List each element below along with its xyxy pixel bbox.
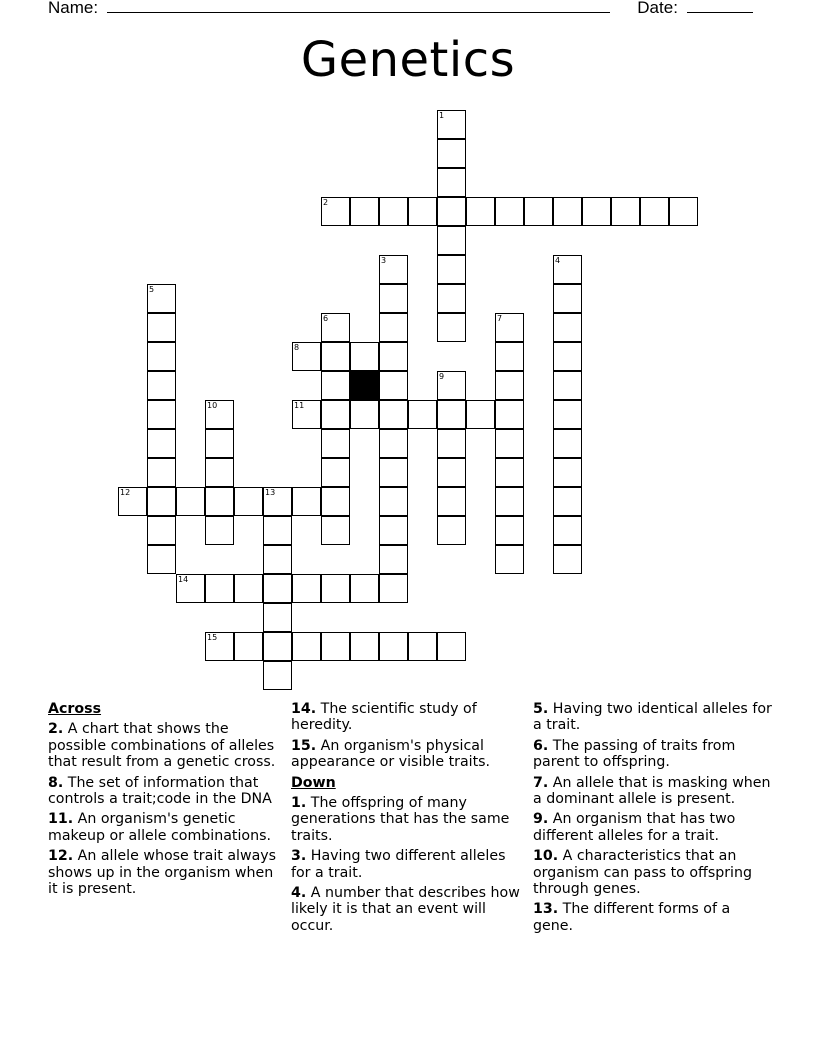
date-label: Date: bbox=[637, 0, 678, 17]
crossword-cell[interactable] bbox=[437, 632, 466, 661]
crossword-cell[interactable] bbox=[118, 487, 147, 516]
crossword-cell[interactable] bbox=[263, 661, 292, 690]
clue-number-label: 3. bbox=[291, 848, 307, 865]
crossword-cell[interactable] bbox=[408, 197, 437, 226]
crossword-cell[interactable] bbox=[350, 632, 379, 661]
crossword-cell[interactable] bbox=[379, 516, 408, 545]
crossword-cell[interactable] bbox=[553, 400, 582, 429]
crossword-cell[interactable] bbox=[553, 429, 582, 458]
crossword-cell[interactable] bbox=[437, 516, 466, 545]
crossword-cell[interactable] bbox=[553, 458, 582, 487]
crossword-cell[interactable] bbox=[408, 400, 437, 429]
crossword-cell[interactable] bbox=[205, 632, 234, 661]
crossword-cell[interactable] bbox=[495, 487, 524, 516]
clue-text: A characteristics that an organism can pass to offspring through genes. bbox=[533, 848, 752, 898]
clue-text: An organism's genetic makeup or allele combinations. bbox=[48, 811, 271, 844]
crossword-cell[interactable] bbox=[379, 574, 408, 603]
crossword-cell[interactable] bbox=[640, 197, 669, 226]
crossword-cell[interactable] bbox=[553, 284, 582, 313]
crossword-cell[interactable] bbox=[147, 545, 176, 574]
clue-item bbox=[533, 775, 773, 808]
crossword-cell[interactable] bbox=[147, 487, 176, 516]
clue-item bbox=[533, 901, 773, 934]
clue-text: A number that describes how likely it is that an event will occur. bbox=[291, 885, 520, 934]
crossword-cell[interactable] bbox=[379, 458, 408, 487]
crossword-cell[interactable] bbox=[147, 458, 176, 487]
crossword-cell[interactable] bbox=[350, 400, 379, 429]
crossword-cell[interactable] bbox=[147, 516, 176, 545]
crossword-cell[interactable] bbox=[437, 139, 466, 168]
clue-number-label: 15. bbox=[291, 737, 317, 754]
clue-text: A chart that shows the possible combinations of alleles that result from a genetic cross. bbox=[48, 721, 276, 771]
across-clue-list-continued bbox=[291, 701, 523, 771]
crossword-cell[interactable] bbox=[495, 371, 524, 400]
crossword-cell[interactable] bbox=[495, 197, 524, 226]
clue-text: The offspring of many generations that has the same traits. bbox=[291, 795, 510, 844]
clue-number: 4 bbox=[555, 256, 561, 265]
clues-column-1 bbox=[48, 701, 280, 901]
crossword-cell[interactable] bbox=[553, 255, 582, 284]
crossword-cell[interactable] bbox=[582, 197, 611, 226]
crossword-cell[interactable] bbox=[321, 487, 350, 516]
clue-item bbox=[533, 811, 773, 844]
clue-item bbox=[48, 811, 280, 844]
clue-number-label: 2. bbox=[48, 721, 64, 738]
clue-item bbox=[48, 775, 280, 808]
date-line bbox=[687, 0, 753, 13]
clues-column-3 bbox=[533, 701, 773, 938]
crossword-cell[interactable] bbox=[379, 284, 408, 313]
crossword-cell[interactable] bbox=[495, 458, 524, 487]
crossword-cell[interactable] bbox=[205, 574, 234, 603]
crossword-cell[interactable] bbox=[437, 197, 466, 226]
crossword-cell[interactable] bbox=[234, 632, 263, 661]
crossword-cell[interactable] bbox=[437, 458, 466, 487]
crossword-cell[interactable] bbox=[321, 574, 350, 603]
crossword-cell[interactable] bbox=[147, 342, 176, 371]
clue-number: 13 bbox=[265, 488, 276, 497]
clue-number: 15 bbox=[207, 633, 218, 642]
clue-number: 6 bbox=[323, 314, 329, 323]
clue-text: An organism that has two different alleles for a trait. bbox=[533, 811, 736, 844]
crossword-cell[interactable] bbox=[553, 516, 582, 545]
clue-item bbox=[291, 848, 523, 881]
crossword-cell[interactable] bbox=[379, 313, 408, 342]
name-date-header bbox=[48, 0, 753, 18]
crossword-cell[interactable] bbox=[321, 516, 350, 545]
clue-number-label: 1. bbox=[291, 795, 307, 812]
clue-item bbox=[291, 885, 523, 934]
crossword-cell[interactable] bbox=[437, 284, 466, 313]
crossword-cell[interactable] bbox=[350, 197, 379, 226]
crossword-cell[interactable] bbox=[437, 429, 466, 458]
crossword-cell[interactable] bbox=[234, 574, 263, 603]
clue-number-label: 12. bbox=[48, 848, 74, 865]
crossword-cell[interactable] bbox=[437, 487, 466, 516]
crossword-cell[interactable] bbox=[379, 342, 408, 371]
crossword-cell[interactable] bbox=[379, 371, 408, 400]
clue-number: 12 bbox=[120, 488, 131, 497]
crossword-cell[interactable] bbox=[553, 487, 582, 516]
clue-text: The passing of traits from parent to offspring. bbox=[533, 737, 736, 771]
down-clue-list-continued bbox=[533, 701, 773, 934]
crossword-cell[interactable] bbox=[263, 574, 292, 603]
clue-number: 7 bbox=[497, 314, 503, 323]
clue-text: The different forms of a gene. bbox=[533, 901, 731, 934]
clue-item bbox=[533, 701, 773, 734]
clue-number-label: 14. bbox=[291, 701, 317, 717]
blocked-cell bbox=[350, 371, 379, 400]
clue-item bbox=[48, 848, 280, 897]
clue-text: An allele whose trait always shows up in the organism when it is present. bbox=[48, 848, 277, 898]
crossword-cell[interactable] bbox=[292, 400, 321, 429]
crossword-cell[interactable] bbox=[495, 545, 524, 574]
crossword-cell[interactable] bbox=[553, 313, 582, 342]
clue-number: 10 bbox=[207, 401, 218, 410]
crossword-cell[interactable] bbox=[205, 429, 234, 458]
clue-number-label: 13. bbox=[533, 901, 559, 918]
crossword-cell[interactable] bbox=[437, 313, 466, 342]
name-line bbox=[107, 0, 610, 13]
crossword-cell[interactable] bbox=[292, 487, 321, 516]
crossword-cell[interactable] bbox=[321, 632, 350, 661]
crossword-cell[interactable] bbox=[379, 632, 408, 661]
crossword-cell[interactable] bbox=[350, 342, 379, 371]
clue-text: The scientific study of heredity. bbox=[291, 701, 477, 734]
clue-item bbox=[291, 701, 523, 734]
crossword-cell[interactable] bbox=[176, 574, 205, 603]
clue-number: 3 bbox=[381, 256, 387, 265]
crossword-cell[interactable] bbox=[495, 342, 524, 371]
crossword-cell[interactable] bbox=[437, 110, 466, 139]
crossword-cell[interactable] bbox=[147, 371, 176, 400]
crossword-cell[interactable] bbox=[495, 400, 524, 429]
clue-item bbox=[533, 738, 773, 771]
clue-number: 14 bbox=[178, 575, 189, 584]
clue-number: 5 bbox=[149, 285, 155, 294]
clue-item bbox=[48, 721, 280, 770]
crossword-cell[interactable] bbox=[437, 255, 466, 284]
crossword-cell[interactable] bbox=[321, 342, 350, 371]
crossword-cell[interactable] bbox=[321, 313, 350, 342]
crossword-cell[interactable] bbox=[205, 400, 234, 429]
crossword-cell[interactable] bbox=[321, 429, 350, 458]
crossword-cell[interactable] bbox=[350, 574, 379, 603]
crossword-cell[interactable] bbox=[524, 197, 553, 226]
crossword-cell[interactable] bbox=[553, 197, 582, 226]
crossword-cell[interactable] bbox=[408, 632, 437, 661]
crossword-cell[interactable] bbox=[176, 487, 205, 516]
crossword-cell[interactable] bbox=[292, 574, 321, 603]
crossword-cell[interactable] bbox=[466, 400, 495, 429]
clue-number-label: 9. bbox=[533, 811, 549, 828]
clue-number-label: 6. bbox=[533, 737, 549, 754]
clue-number-label: 4. bbox=[291, 885, 307, 902]
crossword-cell[interactable] bbox=[379, 400, 408, 429]
crossword-cell[interactable] bbox=[147, 313, 176, 342]
crossword-cell[interactable] bbox=[263, 632, 292, 661]
crossword-cell[interactable] bbox=[205, 458, 234, 487]
crossword-cell[interactable] bbox=[437, 168, 466, 197]
clue-text: Having two different alleles for a trait. bbox=[291, 848, 506, 881]
down-heading: Down bbox=[291, 774, 336, 791]
crossword-cell[interactable] bbox=[437, 226, 466, 255]
crossword-cell[interactable] bbox=[553, 545, 582, 574]
crossword-cell[interactable] bbox=[379, 487, 408, 516]
across-clue-list bbox=[48, 721, 280, 897]
crossword-cell[interactable] bbox=[292, 632, 321, 661]
name-label: Name: bbox=[48, 0, 99, 17]
clue-text: An organism's physical appearance or visible traits. bbox=[291, 737, 491, 771]
crossword-cell[interactable] bbox=[147, 429, 176, 458]
clue-number-label: 5. bbox=[533, 701, 549, 717]
clue-number-label: 7. bbox=[533, 774, 549, 791]
clue-text: Having two identical alleles for a trait. bbox=[533, 701, 772, 734]
clues-column-2 bbox=[291, 701, 523, 938]
clue-item bbox=[291, 795, 523, 844]
clue-text: An allele that is masking when a dominant allele is present. bbox=[533, 774, 771, 808]
crossword-cell[interactable] bbox=[437, 371, 466, 400]
crossword-cell[interactable] bbox=[495, 429, 524, 458]
crossword-cell[interactable] bbox=[263, 603, 292, 632]
clue-item bbox=[291, 738, 523, 771]
clue-number-label: 8. bbox=[48, 774, 64, 791]
crossword-cell[interactable] bbox=[234, 487, 263, 516]
across-heading: Across bbox=[48, 701, 102, 717]
clue-number: 1 bbox=[439, 111, 445, 120]
crossword-cell[interactable] bbox=[553, 342, 582, 371]
clue-number: 8 bbox=[294, 343, 300, 352]
crossword-cell[interactable] bbox=[379, 197, 408, 226]
crossword-cell[interactable] bbox=[292, 342, 321, 371]
clue-item bbox=[533, 848, 773, 897]
crossword-cell[interactable] bbox=[379, 545, 408, 574]
clue-text: The set of information that controls a trait;code in the DNA bbox=[48, 774, 272, 808]
page-title: Genetics bbox=[300, 32, 516, 88]
crossword-cell[interactable] bbox=[205, 516, 234, 545]
crossword-cell[interactable] bbox=[147, 400, 176, 429]
clue-number-label: 11. bbox=[48, 811, 74, 828]
crossword-cell[interactable] bbox=[379, 429, 408, 458]
crossword-cell[interactable] bbox=[437, 400, 466, 429]
crossword-cell[interactable] bbox=[263, 487, 292, 516]
clue-number-label: 10. bbox=[533, 848, 559, 865]
down-clue-list bbox=[291, 795, 523, 934]
crossword-cell[interactable] bbox=[669, 197, 698, 226]
crossword-cell[interactable] bbox=[263, 545, 292, 574]
clue-number: 2 bbox=[323, 198, 329, 207]
crossword-cell[interactable] bbox=[263, 516, 292, 545]
crossword-cell[interactable] bbox=[466, 197, 495, 226]
crossword-cell[interactable] bbox=[495, 313, 524, 342]
crossword-cell[interactable] bbox=[379, 255, 408, 284]
crossword-cell[interactable] bbox=[611, 197, 640, 226]
crossword-cell[interactable] bbox=[147, 284, 176, 313]
crossword-cell[interactable] bbox=[495, 516, 524, 545]
clue-number: 11 bbox=[294, 401, 305, 410]
crossword-cell[interactable] bbox=[321, 458, 350, 487]
crossword-cell[interactable] bbox=[205, 487, 234, 516]
clue-number: 9 bbox=[439, 372, 445, 381]
crossword-cell[interactable] bbox=[321, 371, 350, 400]
crossword-cell[interactable] bbox=[553, 371, 582, 400]
crossword-cell[interactable] bbox=[321, 197, 350, 226]
crossword-cell[interactable] bbox=[321, 400, 350, 429]
